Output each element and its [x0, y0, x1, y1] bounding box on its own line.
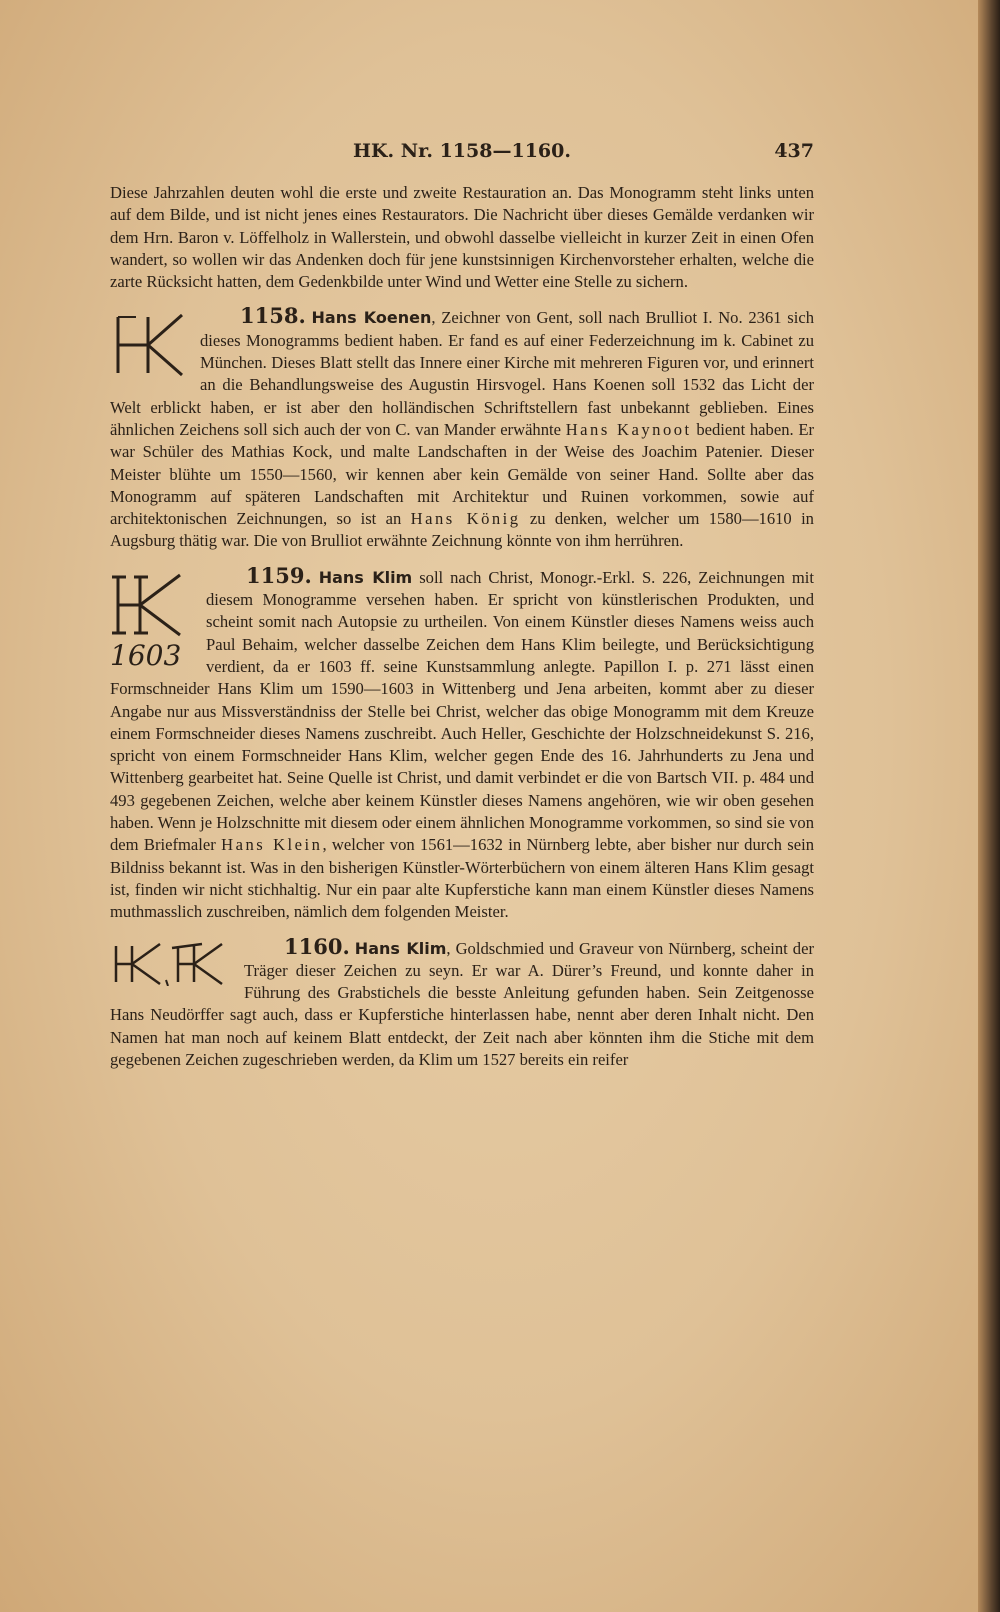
entry-1160: [110, 933, 814, 1072]
entry-number: 1160.: [284, 933, 350, 959]
hk-monogram-icon: [110, 309, 190, 379]
entry-text: bedient haben. Er war Schüler des Mathias Kock, und malte Landschaften in der Weise des Joachim Patenier. Dieser Meister blühte um 1550—1560, wir kennen aber kein Gemälde von seiner Hand. Sollte aber das Monogramm auf späteren Landschaften mit Architektur und Ruinen vorkommen, sowie auf architektonischen Zeichnungen, so ist an: [110, 419, 815, 529]
entry-1159-lead: [110, 562, 814, 924]
hk-double-monogram-icon: [110, 940, 234, 986]
page-edge-shadow: [978, 0, 1000, 1612]
entry-text: zu denken, welcher um 1580—1610 in Augsburg thätig war. Die von Brulliot erwähnte Zeichnung könnte von ihm herrühren.: [110, 509, 814, 551]
body-text: [110, 182, 814, 1071]
entry-1158: [110, 305, 814, 552]
entry-1159: [110, 562, 814, 924]
hk-monogram-icon: [110, 569, 196, 672]
spaced-name: Hans Kaynoot: [565, 419, 692, 439]
spaced-name: Hans Klein: [221, 835, 323, 855]
entry-text: , Goldschmied und Graveur von Nürnberg, scheint der Träger dieser Zeichen zu seyn. Er war A. Dürer’s Freund, und konnte daher in Führung des Grabstichels die besste Anleitung gefunden haben. Sein Zeitgenosse Hans Neudörffer sagt auch, dass er Kupferstiche hinterlassen habe, nennt aber deren Inhalt nicht. Den Namen hat man noch auf keinem Blatt entdeckt, der Zeit nach aber könnten ihm die Stiche mit dem gegebenen Zeichen zugeschrieben werden, da Klim um 1527 bereits ein reifer: [110, 938, 814, 1069]
header-title: HK. Nr. 1158—1160.: [353, 140, 571, 162]
entry-number: 1158.: [240, 303, 306, 329]
entry-text: soll nach Christ, Monogr.-Erkl. S. 226, Zeichnungen mit diesem Monogramme versehen haben. Er spricht von künstlerischen Produkten, und scheint somit nach Autopsie zu urtheilen. Von einem Künstler dieses Namens weiss auch Paul Behaim, welcher dasselbe Zeichen dem Hans Klim beilegte, und Berücksichtigung verdient, da er 1603 ff. seine Kunstsammlung anlegte. Papillon I. p. 271 lässt einen Formschneider Hans Klim um 1590—1603 in Wittenberg und Jena arbeiten, kommt aber zu dieser Angabe nur aus Missverständniss der Stelle bei Christ, welcher das obige Monogramm mit dem Kreuze einem Formschneider dieses Namens zuschreibt. Auch Heller, Geschichte der Holzschneidekunst S. 216, spricht von einem Formschneider Hans Klim, welcher gegen Ende des 16. Jahrhunderts zu Jena und Wittenberg gearbeitet hat. Seine Quelle ist Christ, und damit verbindet er die von Bartsch VII. p. 484 und 493 gegebenen Zeichen, welche aber keinem Künstler dieses Namens angehören, wie wir oben gesehen haben. Wenn je Holzschnitte mit diesem oder einem ähnlichen Monogramme vorkommen, so sind sie von dem Briefmaler: [110, 567, 814, 855]
entry-1158-lead: [110, 305, 814, 552]
artist-name: Hans Klim: [318, 567, 413, 587]
page-number: 437: [774, 140, 814, 162]
entry-number: 1159.: [246, 562, 312, 588]
entry-text: , welcher von 1561—1632 in Nürnberg lebte, aber bisher nur durch sein Bildniss bekannt ist. Was in den bisherigen Künstler-Wörterbüchern von einem älteren Hans Klim gesagt ist, finden wir nicht stichhaltig. Nur ein paar alte Kupferstiche kann man einem Künstler dieses Namens muthmasslich zuschreiben, nämlich dem folgenden Meister.: [110, 835, 814, 922]
intro-paragraph: Diese Jahrzahlen deuten wohl die erste und zweite Restauration an. Das Monogramm steht links unten auf dem Bilde, und ist nicht jenes eines Restaurators. Die Nachricht über dieses Gemälde verdanken wir dem Hrn. Baron v. Löffelholz in Wallerstein, und obwohl dasselbe vielleicht in kurzer Zeit in einen Ofen wandert, so wollen wir das Andenken doch für jene kunstsinnigen Kirchenvorsteher erhalten, welche die zarte Rücksicht hatten, dem Gedenkbilde unter Wind und Wetter eine Stelle zu sichern.: [110, 183, 814, 292]
artist-name: Hans Klim: [354, 938, 447, 958]
spaced-name: Hans König: [410, 509, 521, 529]
monogram-year: 1603: [110, 638, 182, 672]
artist-name: Hans Koenen: [311, 308, 432, 328]
entry-text: , Zeichner von Gent, soll nach Brulliot I. No. 2361 sich dieses Monogramms bedient haben. Er fand es auf einer Federzeichnung im k. Cabinet zu München. Dieses Blatt stellt das Innere einer Kirche mit mehreren Figuren vor, und erinnert an die Behandlungsweise des Augustin Hirsvogel. Hans Koenen soll 1532 das Licht der Welt erblickt haben, er ist aber den holländischen Schriftstellern fast unbekannt geblieben. Eines ähnlichen Zeichens soll sich auch der von C. van Mander erwähnte: [110, 308, 815, 439]
running-header: [110, 140, 814, 170]
